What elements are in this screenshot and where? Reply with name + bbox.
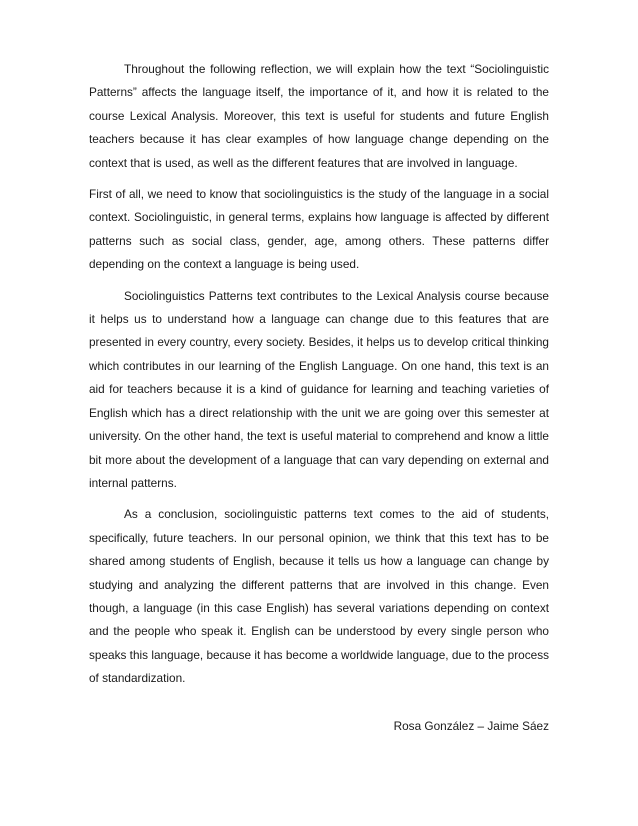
paragraph-introduction: Throughout the following reflection, we will explain how the text “Sociolinguistic Patterns” affects the language itself, the importance of it, and how it is related to the course Lexical Analysis. Moreover, this text is useful for students and future English teachers because it has clear examples of how language change depending on the context that is used, as well as the different features that are involved in language.: [89, 62, 549, 170]
paragraph-conclusion: As a conclusion, sociolinguistic patterns text comes to the aid of students, specifically, future teachers. In our personal opinion, we think that this text has to be shared among students of English, because it tells us how a language can change by studying and analyzing the different patterns that are involved in this change. Even though, a language (in this case English) has several variations depending on context and the people who speak it. English can be understood by every single person who speaks this language, because it has become a worldwide language, due to the process of standardization.: [89, 507, 549, 686]
paragraph-contribution: Sociolinguistics Patterns text contributes to the Lexical Analysis course because it helps us to understand how a language can change due to this features that are presented in every country, every society. Besides, it helps us to develop critical thinking which contributes in our learning of the English Language. On one hand, this text is an aid for teachers because it is a kind of guidance for learning and teaching varieties of English which has a direct relationship with the unit we are going over this semester at university. On the other hand, the text is useful material to comprehend and know a little bit more about the development of a language that can vary depending on external and internal patterns.: [89, 288, 549, 490]
document-page: [89, 58, 549, 733]
author-signature: Rosa González – Jaime Sáez: [393, 719, 549, 733]
paragraph-definition: First of all, we need to know that sociolinguistics is the study of the language in a social context. Sociolinguistic, in general terms, explains how language is affected by different patterns such as social class, gender, age, among others. These patterns differ depending on the context a language is being used.: [89, 187, 549, 272]
